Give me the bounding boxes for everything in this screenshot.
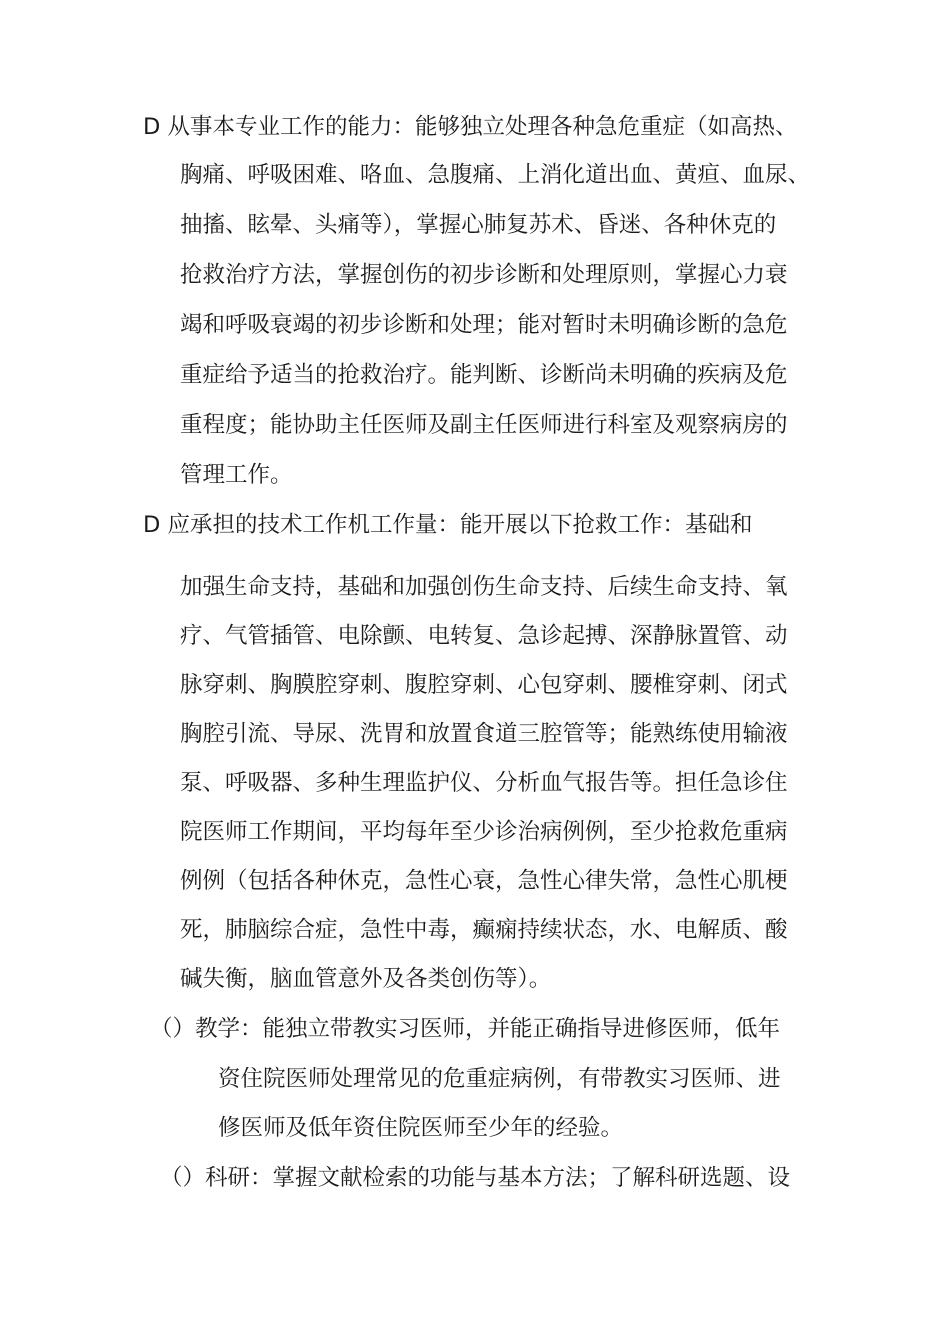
paragraph-line: （）科研：掌握文献检索的功能与基本方法；了解科研选题、设 bbox=[160, 1165, 791, 1191]
paragraph-line: 脉穿刺、胸膜腔穿刺、腹腔穿刺、心包穿刺、腰椎穿刺、闭式 bbox=[180, 672, 788, 698]
paragraph-line: D 从事本专业工作的能力：能够独立处理各种急危重症（如高热、 bbox=[143, 114, 798, 140]
paragraph-line: 抢救治疗方法，掌握创伤的初步诊断和处理原则，掌握心力衰 bbox=[180, 262, 788, 288]
paragraph-line: 院医师工作期间，平均每年至少诊治病例例，至少抢救危重病 bbox=[180, 819, 788, 845]
paragraph-line: 修医师及低年资住院医师至少年的经验。 bbox=[218, 1115, 624, 1141]
paragraph-line: 加强生命支持，基础和加强创伤生命支持、后续生命支持、氧 bbox=[180, 574, 788, 600]
paragraph-line: 重程度；能协助主任医师及副主任医师进行科室及观察病房的 bbox=[180, 412, 788, 438]
paragraph-line: D 应承担的技术工作机工作量：能开展以下抢救工作：基础和 bbox=[143, 512, 753, 538]
paragraph-line: 资住院医师处理常见的危重症病例，有带教实习医师、进 bbox=[218, 1066, 781, 1092]
paragraph-line: 胸痛、呼吸困难、咯血、急腹痛、上消化道出血、黄疸、血尿、 bbox=[180, 162, 811, 188]
paragraph-line: 碱失衡，脑血管意外及各类创伤等）。 bbox=[180, 966, 552, 992]
paragraph-line: 死，肺脑综合症，急性中毒，癫痫持续状态，水、电解质、酸 bbox=[180, 917, 788, 943]
paragraph-line: 抽搐、眩晕、头痛等），掌握心肺复苏术、昏迷、各种休克的 bbox=[180, 212, 777, 238]
paragraph-line: 例例（包括各种休克，急性心衰，急性心律失常，急性心肌梗 bbox=[180, 868, 788, 894]
paragraph-line: 管理工作。 bbox=[180, 462, 293, 488]
paragraph-line: （）教学：能独立带教实习医师，并能正确指导进修医师，低年 bbox=[150, 1016, 781, 1042]
paragraph-line: 重症给予适当的抢救治疗。能判断、诊断尚未明确的疾病及危 bbox=[180, 362, 788, 388]
paragraph-line: 泵、呼吸器、多种生理监护仪、分析血气报告等。担任急诊住 bbox=[180, 770, 788, 796]
paragraph-line: 胸腔引流、导尿、洗胃和放置食道三腔管等；能熟练使用输液 bbox=[180, 721, 788, 747]
paragraph-line: 疗、气管插管、电除颤、电转复、急诊起搏、深静脉置管、动 bbox=[180, 623, 788, 649]
paragraph-line: 竭和呼吸衰竭的初步诊断和处理；能对暂时未明确诊断的急危 bbox=[180, 312, 788, 338]
